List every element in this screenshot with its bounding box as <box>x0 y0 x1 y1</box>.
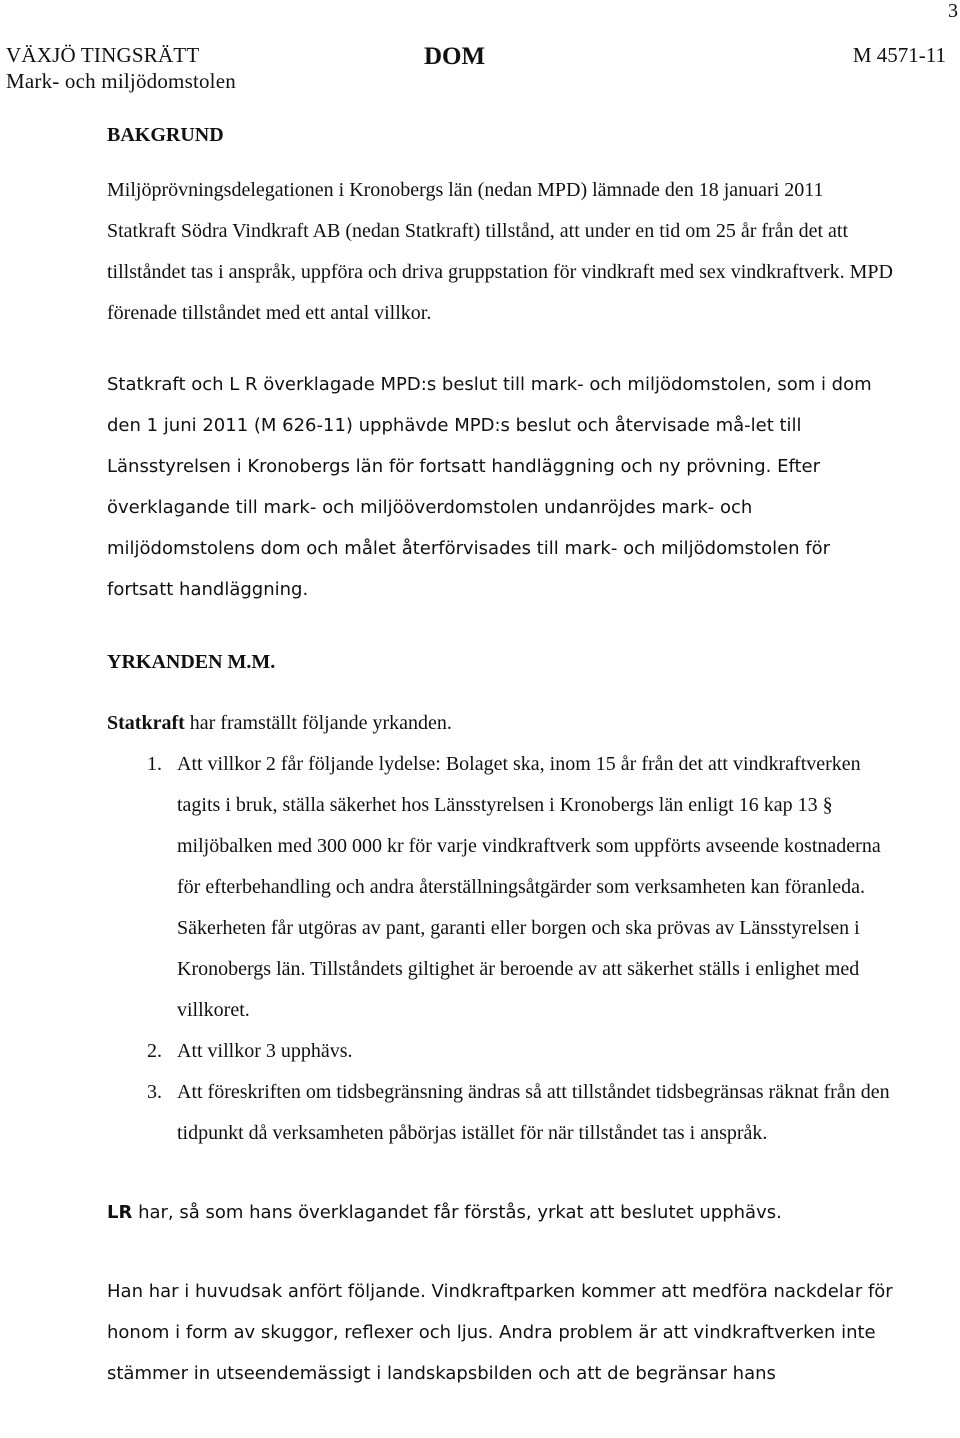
court-name: VÄXJÖ TINGSRÄTT <box>6 43 200 67</box>
claim-item <box>107 744 897 1031</box>
claim-item <box>107 1072 897 1154</box>
lr-argument: Han har i huvudsak anfört följande. Vindkraftparken kommer att medföra nackdelar för honom i form av skuggor, reflexer och ljus. Andra problem är att vindkraftverken inte stämmer in utseendemässigt i landskapsbilden och att de begränsar hans <box>107 1281 893 1384</box>
claim-text: Att villkor 3 upphävs. <box>177 1040 353 1062</box>
claim-text: Att villkor 2 får följande lydelse: Bolaget ska, inom 15 år från det att vindkraftverken tagits i bruk, ställa säkerhet hos Länsstyrelsen i Kronobergs län enligt 16 kap 13 § miljöbalken med 300 000 kr för varje vindkraftverk som uppförts avseende kostnaderna för efterbehandling och andra återställningsåtgärder som verksamheten kan föranleda. Säkerheten får utgöras av pant, garanti eller borgen och ska prövas av Länsstyrelsen i Kronobergs län. Tillståndets giltighet är beroende av att säkerhet ställs i enlighet med villkoret. <box>177 753 881 1021</box>
claim-item <box>107 1031 897 1072</box>
statkraft-name: Statkraft <box>107 712 185 734</box>
lr-claim <box>107 1192 897 1233</box>
claims-list <box>107 744 897 1154</box>
court-info <box>6 42 236 94</box>
page-number: 3 <box>948 0 958 22</box>
background-paragraph-2: Statkraft och L R överklagade MPD:s beslut till mark- och miljödomstolen, som i dom den 1 juni 2011 (M 626-11) upphävde MPD:s beslut och återvisade må-let till Länsstyrelsen i Kronobergs län för fortsatt handläggning och ny prövning. Efter överklagande till mark- och miljööverdomstolen undanröjdes mark- och miljödomstolens dom och målet återförvisades till mark- och miljödomstolen för fortsatt handläggning. <box>107 374 872 600</box>
case-number: M 4571-11 <box>852 43 946 67</box>
lr-name: LR <box>107 1202 133 1223</box>
statkraft-intro-text: har framställt följande yrkanden. <box>184 712 452 734</box>
background-heading: BAKGRUND <box>107 124 224 146</box>
document-header <box>6 42 946 96</box>
claim-number: 1. <box>147 753 162 775</box>
background-paragraph-1: Miljöprövningsdelegationen i Kronobergs län (nedan MPD) lämnade den 18 januari 2011 Statkraft Södra Vindkraft AB (nedan Statkraft) tillstånd, att under en tid om 25 år från det att tillståndet tas i anspråk, uppföra och driva gruppstation för vindkraft med sex vindkraftverk. MPD förenade tillståndet med ett antal villkor. <box>107 179 893 324</box>
court-division: Mark- och miljödomstolen <box>6 69 236 93</box>
lr-claim-text: har, så som hans överklagandet får förstås, yrkat att beslutet upphävs. <box>132 1202 782 1223</box>
statkraft-intro <box>107 703 897 744</box>
document-body <box>107 120 897 1394</box>
claim-text: Att föreskriften om tidsbegränsning ändras så att tillståndet tidsbegränsas räknat från den tidpunkt då verksamheten påbörjas istället för när tillståndet tas i anspråk. <box>177 1081 890 1144</box>
claims-heading: YRKANDEN M.M. <box>107 651 276 673</box>
claim-number: 3. <box>147 1081 162 1103</box>
claim-number: 2. <box>147 1040 162 1062</box>
document-type: DOM <box>424 43 486 70</box>
